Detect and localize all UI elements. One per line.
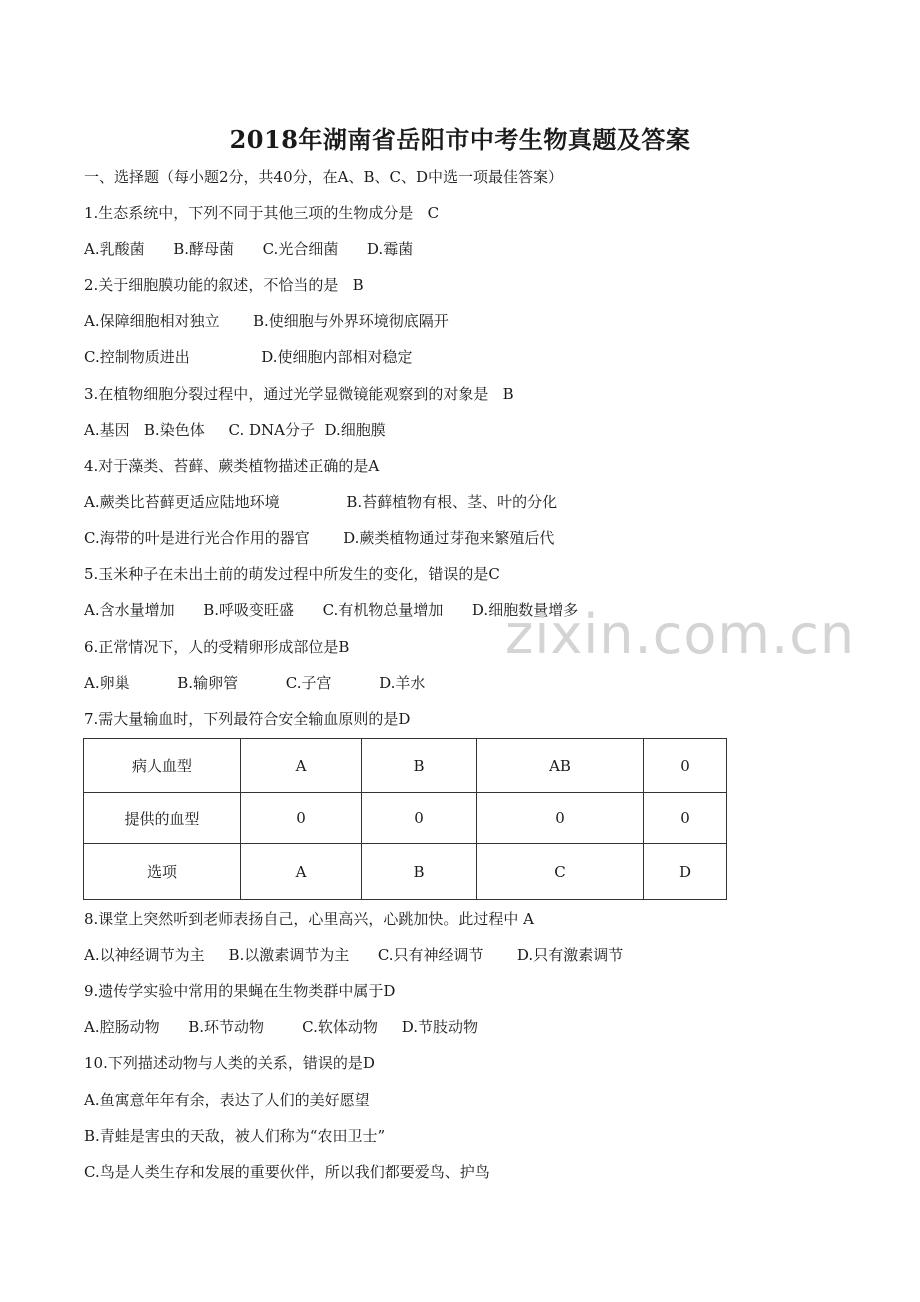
question-7: 7.需大量输血时，下列最符合安全输血原则的是D: [84, 710, 411, 728]
document-title: 2018年湖南省岳阳市中考生物真题及答案: [229, 125, 691, 154]
watermark: zixin.com.cn: [505, 603, 856, 666]
table-cell: 选项: [84, 844, 241, 900]
question-1-options: A.乳酸菌 B.酵母菌 C.光合细菌 D.霉菌: [84, 240, 414, 258]
table-cell: 0: [644, 793, 727, 844]
question-10-option-a: A.鱼寓意年年有余，表达了人们的美好愿望: [84, 1091, 370, 1109]
table-row: [84, 844, 727, 900]
table-cell: A: [241, 739, 362, 793]
question-10-option-c: C.鸟是人类生存和发展的重要伙伴，所以我们都要爱鸟、护鸟: [84, 1163, 490, 1181]
question-1: 1.生态系统中，下列不同于其他三项的生物成分是 C: [84, 204, 440, 222]
question-6-options: A.卵巢 B.输卵管 C.子宫 D.羊水: [84, 674, 426, 692]
question-4-options-ab: A.蕨类比苔藓更适应陆地环境 B.苔藓植物有根、茎、叶的分化: [84, 493, 558, 511]
table-cell: D: [644, 844, 727, 900]
table-cell: A: [241, 844, 362, 900]
question-10: 10.下列描述动物与人类的关系，错误的是D: [84, 1054, 375, 1072]
table-cell: 病人血型: [84, 739, 241, 793]
table-row: [84, 793, 727, 844]
question-9-options: A.腔肠动物 B.环节动物 C.软体动物 D.节肢动物: [84, 1018, 478, 1036]
table-cell: 0: [477, 793, 644, 844]
question-3-options: A.基因 B.染色体 C. DNA分子 D.细胞膜: [84, 421, 386, 439]
table-row: [84, 739, 727, 793]
question-8: 8.课堂上突然听到老师表扬自己，心里高兴，心跳加快。此过程中 A: [84, 910, 534, 928]
question-2-options-ab: A.保障细胞相对独立 B.使细胞与外界环境彻底隔开: [84, 312, 449, 330]
question-6: 6.正常情况下，人的受精卵形成部位是B: [84, 638, 350, 656]
question-2-options-cd: C.控制物质进出 D.使细胞内部相对稳定: [84, 348, 413, 366]
table-cell: AB: [477, 739, 644, 793]
section-heading: 一、选择题（每小题2分，共40分，在A、B、C、D中选一项最佳答案）: [84, 168, 563, 186]
question-9: 9.遗传学实验中常用的果蝇在生物类群中属于D: [84, 982, 396, 1000]
question-5-options: A.含水量增加 B.呼吸变旺盛 C.有机物总量增加 D.细胞数量增多: [84, 601, 579, 619]
question-8-options: A.以神经调节为主 B.以激素调节为主 C.只有神经调节 D.只有激素调节: [84, 946, 624, 964]
blood-type-table: [83, 738, 727, 900]
table-cell: C: [477, 844, 644, 900]
question-4: 4.对于藻类、苔藓、蕨类植物描述正确的是A: [84, 457, 380, 475]
question-2: 2.关于细胞膜功能的叙述，不恰当的是 B: [84, 276, 364, 294]
table-cell: 0: [362, 793, 477, 844]
question-4-options-cd: C.海带的叶是进行光合作用的器官 D.蕨类植物通过芽孢来繁殖后代: [84, 529, 555, 547]
question-5: 5.玉米种子在未出土前的萌发过程中所发生的变化，错误的是C: [84, 565, 500, 583]
question-3: 3.在植物细胞分裂过程中，通过光学显微镜能观察到的对象是 B: [84, 385, 514, 403]
question-10-option-b: B.青蛙是害虫的天敌，被人们称为“农田卫士”: [84, 1127, 386, 1145]
table-cell: 提供的血型: [84, 793, 241, 844]
table-cell: 0: [644, 739, 727, 793]
table-cell: 0: [241, 793, 362, 844]
table-cell: B: [362, 844, 477, 900]
table-cell: B: [362, 739, 477, 793]
